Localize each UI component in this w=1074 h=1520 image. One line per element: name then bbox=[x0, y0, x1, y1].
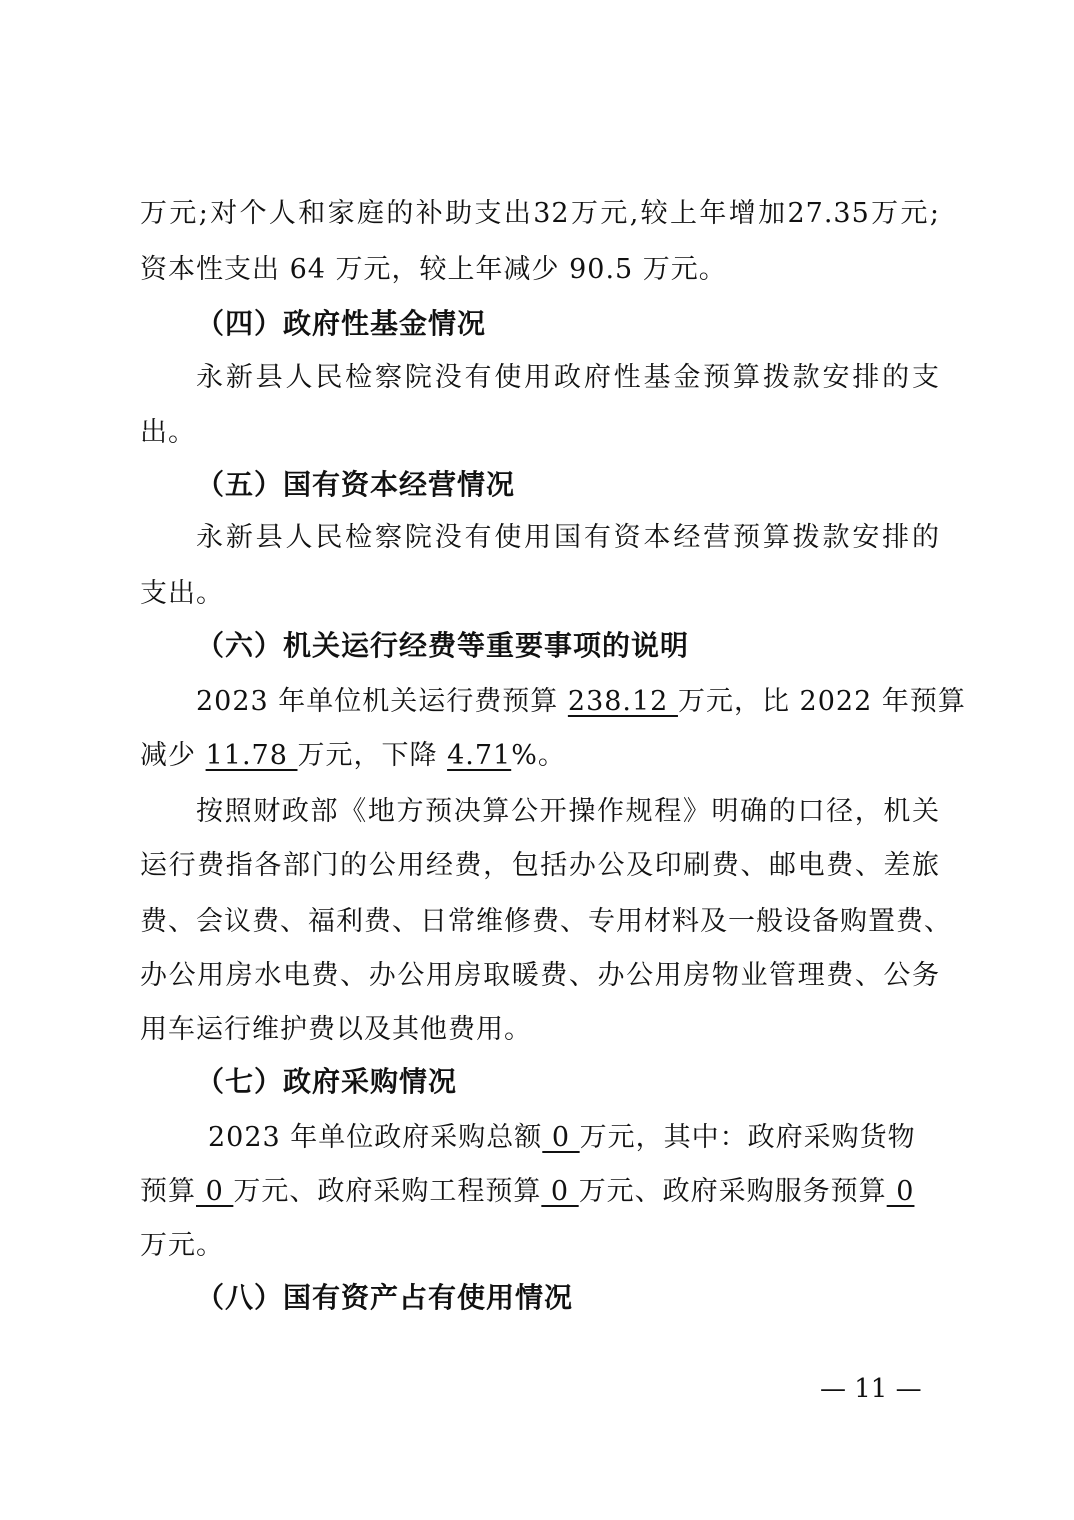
text-run: 万元、政府采购工程预算 bbox=[233, 1176, 542, 1207]
paragraph-line: 永新县人民检察院没有使用国有资本经营预算拨款安排的 bbox=[196, 522, 940, 553]
section-heading: （七）政府采购情况 bbox=[196, 1065, 458, 1098]
paragraph-line bbox=[196, 684, 966, 720]
underlined-value: 0 bbox=[542, 1122, 580, 1153]
text-run: 万元，比 2022 年预算 bbox=[677, 686, 966, 717]
text-run: 预算 bbox=[140, 1176, 196, 1207]
paragraph-line: 支出。 bbox=[140, 578, 224, 609]
underlined-value: 0 bbox=[541, 1176, 579, 1207]
paragraph-line bbox=[208, 1120, 940, 1156]
paragraph-line: 按照财政部《地方预决算公开操作规程》明确的口径，机关 bbox=[196, 796, 940, 827]
underlined-value: 238.12 bbox=[567, 686, 678, 717]
page-number: — 11 — bbox=[820, 1374, 922, 1404]
text-run: 万元、政府采购服务预算 bbox=[578, 1176, 887, 1207]
text-run: %。 bbox=[511, 740, 566, 771]
text-run: 2023 年单位政府采购总额 bbox=[208, 1122, 543, 1153]
paragraph-line: 费、会议费、福利费、日常维修费、专用材料及一般设备购置费、 bbox=[140, 906, 952, 937]
paragraph-line: 用车运行维护费以及其他费用。 bbox=[140, 1014, 532, 1045]
paragraph-line: 出。 bbox=[140, 417, 196, 448]
text-run: 万元，下降 bbox=[297, 740, 448, 771]
paragraph-line: 运行费指各部门的公用经费，包括办公及印刷费、邮电费、差旅 bbox=[140, 850, 940, 881]
paragraph-line: 永新县人民检察院没有使用政府性基金预算拨款安排的支 bbox=[196, 362, 940, 393]
section-heading: （四）政府性基金情况 bbox=[196, 307, 487, 340]
text-run: 2023 年单位机关运行费预算 bbox=[196, 686, 568, 717]
underlined-value: 11.78 bbox=[205, 740, 298, 771]
paragraph-line: 办公用房水电费、办公用房取暖费、办公用房物业管理费、公务 bbox=[140, 960, 940, 991]
underlined-value: 0 bbox=[886, 1176, 915, 1207]
paragraph-line: 万元。 bbox=[140, 1230, 224, 1261]
underlined-value: 0 bbox=[196, 1176, 234, 1207]
section-heading: （六）机关运行经费等重要事项的说明 bbox=[196, 629, 690, 662]
section-heading: （五）国有资本经营情况 bbox=[196, 468, 516, 501]
paragraph-line: 资本性支出 64 万元，较上年减少 90.5 万元。 bbox=[140, 254, 727, 285]
text-run: 减少 bbox=[140, 740, 206, 771]
paragraph-line bbox=[140, 1174, 940, 1210]
section-heading: （八）国有资产占有使用情况 bbox=[196, 1281, 574, 1314]
paragraph-line bbox=[140, 738, 940, 774]
text-run: 万元，其中：政府采购货物 bbox=[579, 1122, 916, 1153]
paragraph-line: 万元;对个人和家庭的补助支出32万元,较上年增加27.35万元; bbox=[140, 198, 940, 229]
underlined-value: 4.71 bbox=[447, 740, 512, 771]
